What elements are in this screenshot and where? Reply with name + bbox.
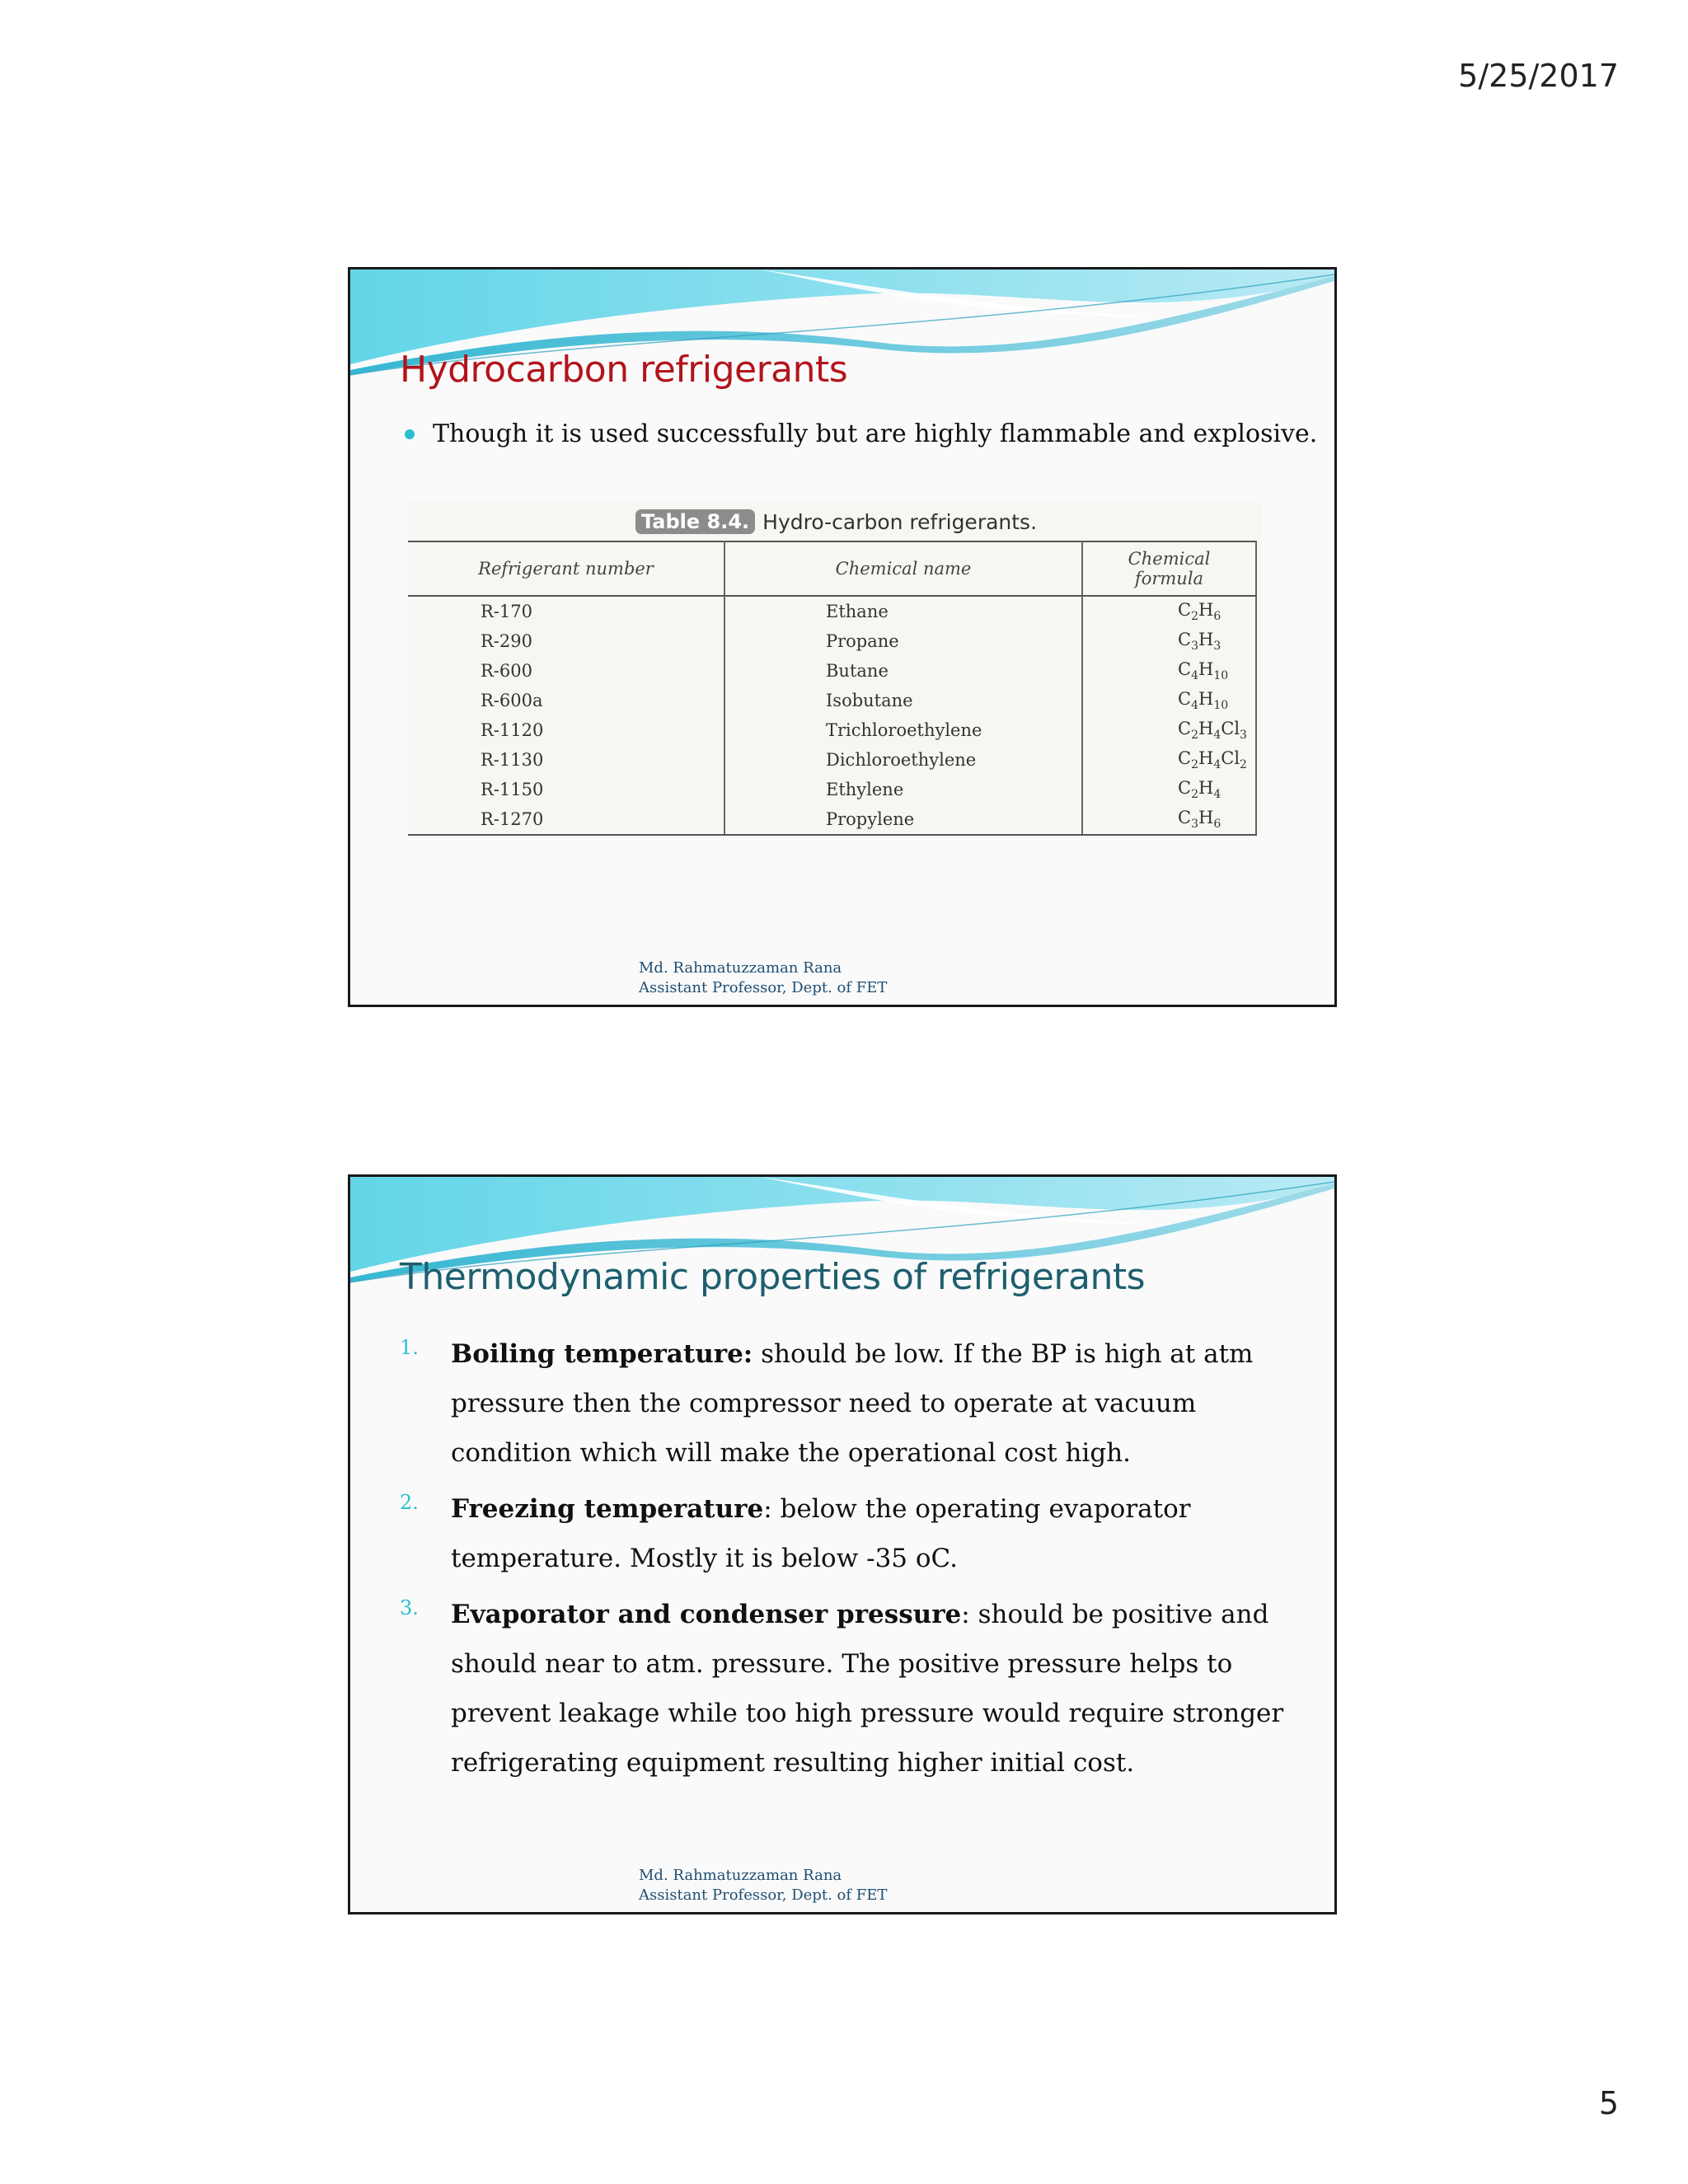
refrigerant-number: R-1130: [408, 745, 724, 775]
bullet-item: [405, 419, 1317, 448]
chemical-name: Isobutane: [724, 686, 1082, 715]
item-term: Evaporator and condenser pressure: [451, 1600, 962, 1629]
slide-thermodynamic-properties: [348, 1174, 1337, 1915]
slide-author: [639, 1866, 887, 1905]
slide-hydrocarbon-refrigerants: [348, 267, 1337, 1007]
table-row: [408, 745, 1256, 775]
chemical-formula: $C_2H_4Cl_2$: [1082, 745, 1256, 775]
bullet-dot-icon: [405, 429, 415, 439]
chemical-formula: $C_2H_6$: [1082, 596, 1256, 626]
slide-title: Hydrocarbon refrigerants: [400, 349, 848, 391]
page-number: 5: [1598, 2085, 1619, 2121]
refrigerant-number: R-1120: [408, 715, 724, 745]
list-item: [400, 1590, 1306, 1788]
refrigerant-number: R-1150: [408, 775, 724, 804]
header-chemical-name: Chemical name: [724, 541, 1082, 596]
chemical-name: Butane: [724, 656, 1082, 686]
chemical-formula: $C_2H_4Cl_3$: [1082, 715, 1256, 745]
bullet-text: Though it is used successfully but are highly flammable and explosive.: [433, 419, 1318, 448]
refrigerant-number: R-600: [408, 656, 724, 686]
author-title: Assistant Professor, Dept. of FET: [639, 1886, 888, 1904]
refrigerant-number: R-1270: [408, 804, 724, 835]
table-row: [408, 804, 1256, 835]
author-name: Md. Rahmatuzzaman Rana: [639, 1867, 842, 1884]
refrigerant-number: R-290: [408, 626, 724, 656]
table-caption-text: Hydro-carbon refrigerants.: [762, 509, 1038, 534]
slide-title: Thermodynamic properties of refrigerants: [400, 1256, 1146, 1298]
item-term: Boiling temperature:: [451, 1339, 753, 1369]
list-item: [400, 1484, 1306, 1583]
chemical-name: Ethylene: [724, 775, 1082, 804]
refrigerant-number: R-170: [408, 596, 724, 626]
slide-author: [639, 958, 887, 998]
item-number: 1.: [400, 1336, 419, 1359]
author-name: Md. Rahmatuzzaman Rana: [639, 959, 842, 977]
table-caption: [635, 509, 1037, 534]
chemical-name: Ethane: [724, 596, 1082, 626]
refrigerant-table: [408, 541, 1257, 836]
item-description: : should be positive and should near to atm. pressure. The positive pressure helps to prevent leakage while too high pressure would require stronger refrigerating equipment resulting higher initial cost.: [451, 1600, 1284, 1778]
refrigerant-table-image: [408, 503, 1261, 832]
list-item: [400, 1329, 1306, 1478]
chemical-formula: $C_3H_3$: [1082, 626, 1256, 656]
numbered-list: [400, 1329, 1306, 1794]
chemical-formula: $C_4H_{10}$: [1082, 656, 1256, 686]
author-title: Assistant Professor, Dept. of FET: [639, 979, 888, 996]
chemical-formula: $C_3H_6$: [1082, 804, 1256, 835]
chemical-name: Trichloroethylene: [724, 715, 1082, 745]
item-description: should be low. If the BP is high at atm pressure then the compressor need to operate at vacuum condition which will make the operational cost high.: [451, 1339, 1254, 1468]
item-description: : below the operating evaporator temperature. Mostly it is below -35 oC.: [451, 1494, 1191, 1573]
table-row: [408, 626, 1256, 656]
table-row: [408, 656, 1256, 686]
item-number: 2.: [400, 1491, 419, 1514]
page-date: 5/25/2017: [1458, 58, 1619, 94]
item-number: 3.: [400, 1596, 419, 1619]
table-row: [408, 775, 1256, 804]
table-row: [408, 596, 1256, 626]
item-text: [451, 1329, 1306, 1478]
table-caption-tag: Table 8.4.: [635, 509, 755, 534]
item-text: [451, 1484, 1306, 1583]
table-row: [408, 686, 1256, 715]
table-row: [408, 715, 1256, 745]
chemical-name: Dichloroethylene: [724, 745, 1082, 775]
header-refrigerant-number: Refrigerant number: [408, 541, 724, 596]
chemical-name: Propane: [724, 626, 1082, 656]
item-text: [451, 1590, 1306, 1788]
chemical-formula: $C_2H_4$: [1082, 775, 1256, 804]
header-chemical-formula: Chemical formula: [1082, 541, 1256, 596]
refrigerant-number: R-600a: [408, 686, 724, 715]
item-term: Freezing temperature: [451, 1494, 764, 1524]
chemical-name: Propylene: [724, 804, 1082, 835]
chemical-formula: $C_4H_{10}$: [1082, 686, 1256, 715]
